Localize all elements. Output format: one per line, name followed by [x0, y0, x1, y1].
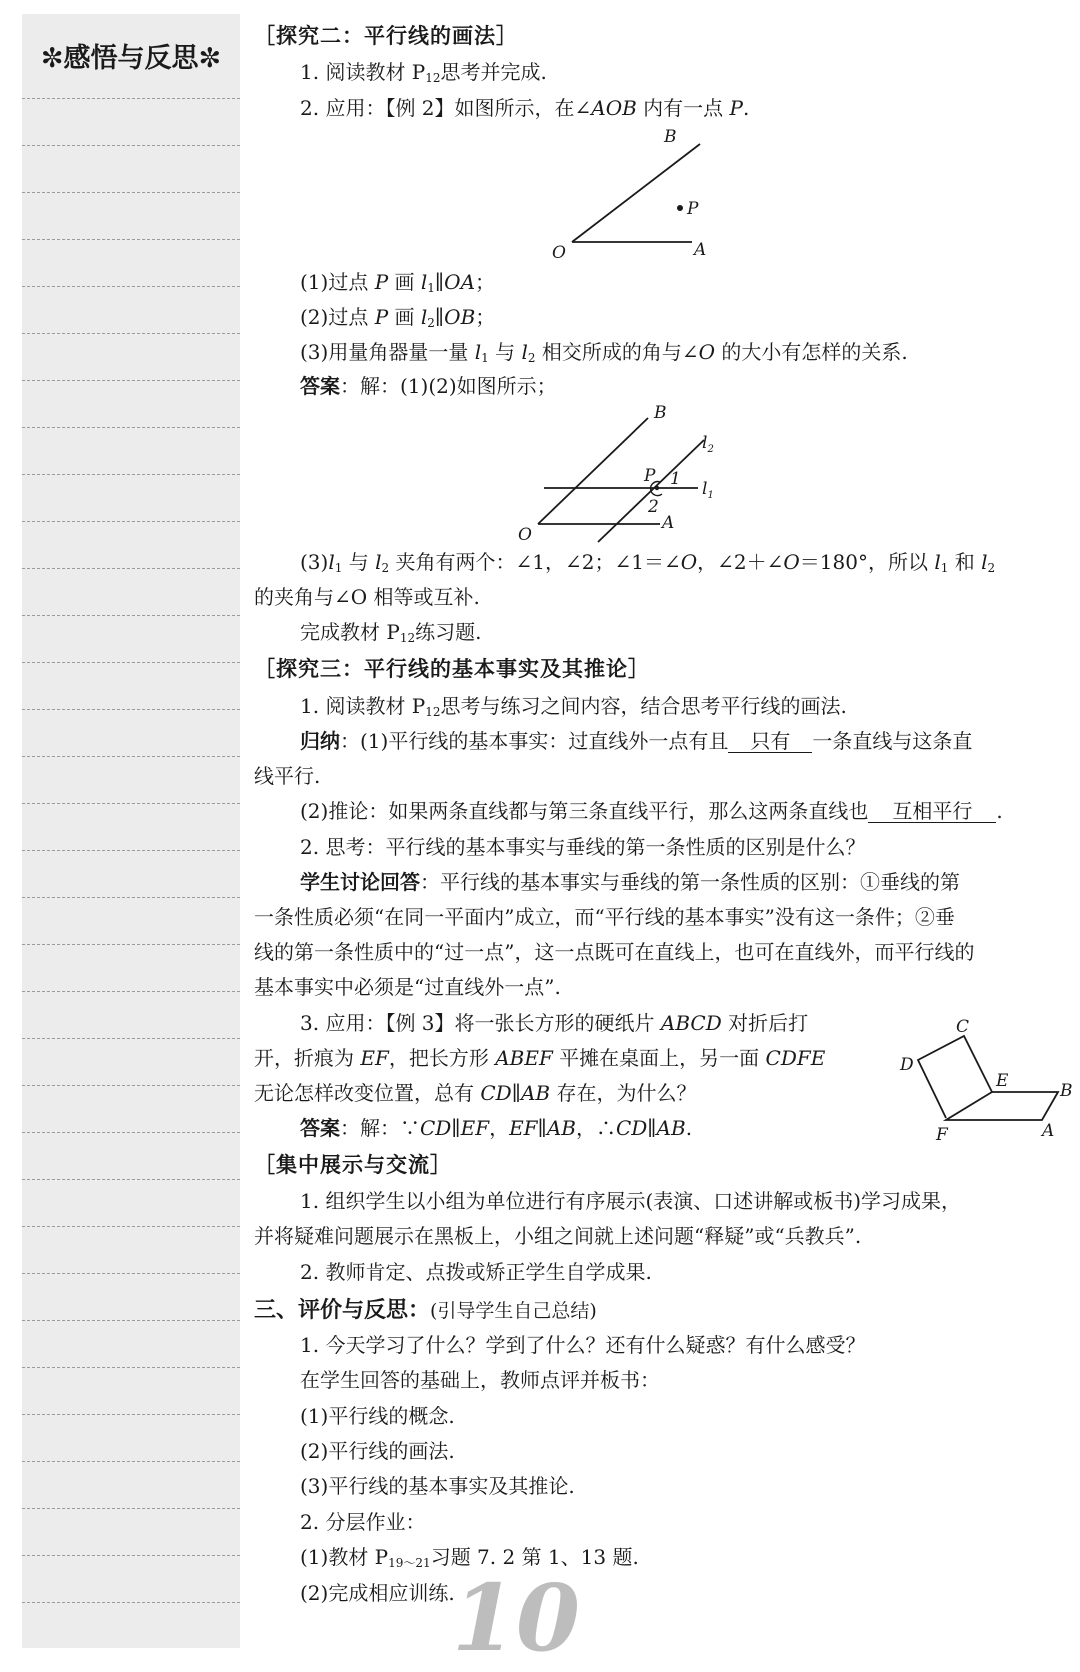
text-line: 在学生回答的基础上，教师点评并板书：	[300, 1368, 660, 1392]
figure-angle-aob	[544, 126, 744, 266]
note-line	[22, 1320, 240, 1321]
note-line	[22, 333, 240, 334]
ray-ob	[572, 144, 700, 242]
fill-blank: 只有	[728, 730, 812, 753]
note-line	[22, 850, 240, 851]
label-f: F	[936, 1125, 948, 1145]
note-line	[22, 239, 240, 240]
text-line: 无论怎样改变位置，总有 CD∥AB 存在，为什么？	[254, 1081, 697, 1105]
face-abef	[946, 1092, 1058, 1120]
note-line	[22, 897, 240, 898]
note-line	[22, 662, 240, 663]
label-c: C	[956, 1017, 970, 1037]
label-b: B	[654, 403, 667, 423]
note-line	[22, 1273, 240, 1274]
note-line	[22, 1226, 240, 1227]
text-line: (1)过点 P 画 $l_1\parallel OA$；	[300, 270, 496, 295]
label-e: E	[996, 1071, 1009, 1091]
text-line: (2)完成相应训练.	[300, 1581, 455, 1605]
text-line: 1. 今天学习了什么？学到了什么？还有什么疑惑？有什么感受？	[300, 1333, 866, 1357]
label-o: O	[552, 243, 566, 263]
note-line	[22, 145, 240, 146]
label-d: D	[900, 1055, 914, 1075]
text-line: (2)过点 P 画 $l_2\parallel OB$；	[300, 305, 496, 330]
note-line	[22, 756, 240, 757]
note-line	[22, 568, 240, 569]
text-line: 2. 教师肯定、点拨或矫正学生自学成果.	[300, 1260, 652, 1284]
note-line	[22, 944, 240, 945]
note-line	[22, 1555, 240, 1556]
note-line	[22, 1038, 240, 1039]
label-l2: $l_2$	[702, 433, 714, 455]
note-line	[22, 991, 240, 992]
text-line: (2)推论：如果两条直线都与第三条直线平行，那么这两条直线也 互相平行 .	[300, 799, 1003, 823]
note-line	[22, 615, 240, 616]
label-p: P	[644, 466, 656, 486]
text-line: (1)教材 $P_{19\sim 21}$习题 7. 2 第 1、13 题.	[300, 1545, 639, 1570]
label-a: A	[1042, 1121, 1055, 1141]
note-line	[22, 521, 240, 522]
text-line: 2. 应用：【例 2】如图所示，在∠AOB 内有一点 P.	[300, 96, 750, 120]
label-a: A	[662, 513, 675, 533]
text-line: 1. 组织学生以小组为单位进行有序展示(表演、口述讲解或板书)学习成果，	[300, 1189, 962, 1213]
note-line	[22, 474, 240, 475]
sidebar-title: ✼感悟与反思✼	[40, 43, 222, 74]
text-line: 完成教材 $P_{12}$练习题.	[300, 620, 482, 645]
note-line	[22, 1414, 240, 1415]
page-number: 10	[452, 1564, 581, 1672]
section-heading-explore-2: ［探究二：平行线的画法］	[254, 23, 518, 48]
text-line: 3. 应用：【例 3】将一张长方形的硬纸片 ABCD 对折后打	[300, 1011, 809, 1035]
face-cdfe	[918, 1036, 992, 1118]
text-line: 2. 思考：平行线的基本事实与垂线的第一条性质的区别是什么？	[300, 835, 866, 859]
label-b: B	[664, 127, 677, 147]
note-line	[22, 286, 240, 287]
label-angle-2: 2	[648, 497, 659, 517]
note-line	[22, 1367, 240, 1368]
label-l1: $l_1$	[702, 479, 714, 501]
fill-blank: 互相平行	[868, 800, 996, 823]
label-o: O	[518, 525, 532, 545]
text-line: 的夹角与∠O 相等或互补.	[254, 585, 480, 609]
text-line: 答案：解：∵CD∥EF，EF∥AB，∴CD∥AB.	[300, 1116, 693, 1140]
text-line: (3)用量角器量一量 $l_1$ 与 $l_2$ 相交所成的角与∠O 的大小有怎样的关系.	[300, 340, 908, 365]
figure-parallel-construction	[514, 404, 754, 544]
text-line: (1)平行线的概念.	[300, 1404, 455, 1428]
section-heading-presentation: ［集中展示与交流］	[254, 1152, 452, 1177]
text-line: (2)平行线的画法.	[300, 1439, 455, 1463]
text-line: $(3)l_1$ 与 $l_2$ 夹角有两个：∠1，∠2；∠1＝∠O，∠2＋∠O＝180°，所以 $l_1$ 和 $l_2$	[300, 550, 996, 575]
point-p	[677, 205, 683, 211]
note-line	[22, 1085, 240, 1086]
note-line	[22, 380, 240, 381]
note-line	[22, 1508, 240, 1509]
section-heading-explore-3: ［探究三：平行线的基本事实及其推论］	[254, 656, 650, 681]
text-line: (3)平行线的基本事实及其推论.	[300, 1474, 575, 1498]
note-line	[22, 98, 240, 99]
figure-folded-rectangle	[876, 1008, 1073, 1148]
text-line: 答案：解：(1)(2)如图所示；	[300, 374, 557, 398]
text-line: 1. 阅读教材 $P_{12}$思考并完成.	[300, 60, 547, 85]
section-heading-evaluation: 三、评价与反思：(引导学生自己总结)	[254, 1297, 597, 1323]
label-a: A	[694, 240, 707, 260]
text-line: 归纳：(1)平行线的基本事实：过直线外一点有且 只有 一条直线与这条直	[300, 729, 973, 753]
text-line: 1. 阅读教材 $P_{12}$思考与练习之间内容，结合思考平行线的画法.	[300, 694, 847, 719]
text-line: 学生讨论回答：平行线的基本事实与垂线的第一条性质的区别：①垂线的第	[300, 870, 960, 894]
text-line: 2. 分层作业：	[300, 1510, 426, 1534]
text-line: 一条性质必须“在同一平面内”成立，而“平行线的基本事实”没有这一条件；②垂	[254, 905, 955, 929]
text-line: 线平行.	[254, 764, 321, 788]
text-line: 线的第一条性质中的“过一点”，这一点既可在直线上，也可在直线外，而平行线的	[254, 940, 975, 964]
label-b: B	[1060, 1081, 1073, 1101]
note-line	[22, 1602, 240, 1603]
text-line: 基本事实中必须是“过直线外一点”.	[254, 975, 561, 999]
note-line	[22, 1461, 240, 1462]
note-line	[22, 1179, 240, 1180]
note-line	[22, 192, 240, 193]
note-line	[22, 709, 240, 710]
note-line	[22, 803, 240, 804]
note-line	[22, 1132, 240, 1133]
reflection-sidebar	[22, 14, 240, 1648]
label-p: P	[687, 199, 699, 219]
text-line: 并将疑难问题展示在黑板上，小组之间就上述问题“释疑”或“兵教兵”.	[254, 1224, 862, 1248]
text-line: 开，折痕为 EF，把长方形 ABEF 平摊在桌面上，另一面 CDFE	[254, 1046, 826, 1070]
note-line	[22, 427, 240, 428]
point-p	[655, 486, 659, 490]
ray-ob	[538, 418, 648, 524]
label-angle-1: 1	[670, 469, 681, 489]
